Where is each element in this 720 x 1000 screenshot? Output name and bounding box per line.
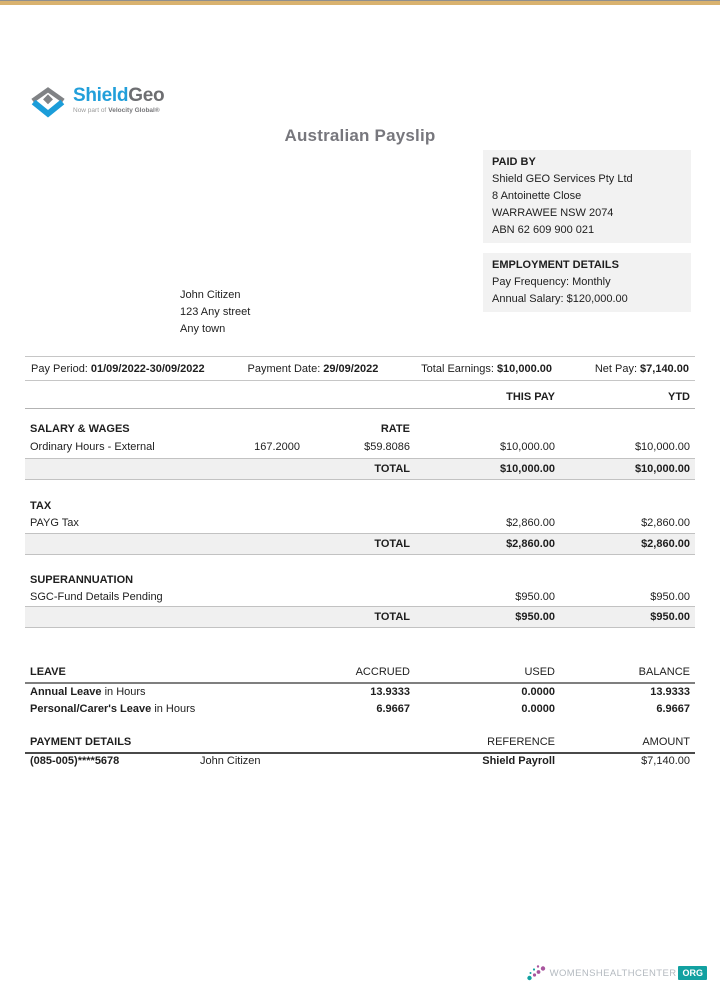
logo-brand-geo: Geo [128, 85, 165, 106]
tax-row-ytd: $2,860.00 [641, 517, 690, 529]
super-row [25, 589, 695, 606]
paid-by-abn: ABN 62 609 900 021 [492, 224, 595, 236]
watermark [526, 963, 707, 983]
employee-name: John Citizen [180, 289, 241, 301]
leave-row [25, 701, 695, 718]
salary-total-ytd: $10,000.00 [634, 463, 690, 475]
pay-summary-bar [25, 356, 695, 381]
tax-heading: TAX [30, 500, 52, 512]
page-title: Australian Payslip [284, 126, 436, 145]
column-header-row [25, 389, 695, 409]
salary-row-desc: Ordinary Hours - External [30, 441, 155, 453]
tax-total-row [25, 533, 695, 555]
leave-row-desc: Annual Leave in Hours [30, 686, 146, 698]
paid-by-box [483, 150, 691, 243]
leave-balance-header: BALANCE [638, 666, 690, 678]
logo-brand [73, 86, 164, 106]
leave-header-row [25, 664, 695, 684]
payment-date-label: Payment Date: [247, 362, 321, 375]
pay-frequency: Pay Frequency: Monthly [492, 276, 611, 288]
leave-row-balance: 13.9333 [650, 686, 690, 698]
logo-brand-shield: Shield [73, 85, 129, 106]
leave-row-balance: 6.9667 [656, 703, 690, 715]
tax-total-this-pay: $2,860.00 [506, 538, 555, 550]
net-pay-label: Net Pay: [594, 362, 638, 375]
super-total-row [25, 606, 695, 628]
super-heading: SUPERANNUATION [30, 574, 134, 586]
tax-row [25, 515, 695, 532]
net-pay [595, 363, 689, 375]
paid-by-company: Shield GEO Services Pty Ltd [492, 173, 633, 185]
employee-address [180, 287, 250, 338]
leave-row [25, 684, 695, 701]
tax-total-label: TOTAL [374, 538, 410, 550]
salary-heading: SALARY & WAGES [30, 423, 130, 435]
payment-date-value: 29/09/2022 [323, 362, 379, 375]
leave-accrued-header: ACCRUED [355, 666, 410, 678]
tax-row-this-pay: $2,860.00 [506, 517, 555, 529]
payment-amount-header: AMOUNT [642, 736, 690, 748]
paid-by-heading: PAID BY [492, 156, 536, 168]
salary-heading-row [25, 421, 695, 438]
total-earnings-value: $10,000.00 [496, 362, 552, 375]
annual-salary: Annual Salary: $120,000.00 [492, 293, 628, 305]
tax-row-desc: PAYG Tax [30, 517, 79, 529]
watermark-site-text: WOMENSHEALTHCENTER [549, 967, 677, 979]
payment-row [25, 753, 695, 770]
ytd-header: YTD [668, 391, 690, 403]
logo-tagline-prefix: Now part of [73, 107, 107, 114]
watermark-dots-icon [526, 963, 548, 983]
pay-period [31, 363, 205, 375]
total-earnings [421, 363, 552, 375]
salary-total-row [25, 458, 695, 480]
tax-total-ytd: $2,860.00 [641, 538, 690, 550]
super-total-label: TOTAL [374, 611, 410, 623]
salary-total-this-pay: $10,000.00 [499, 463, 555, 475]
rate-header: RATE [380, 423, 410, 435]
pay-period-value: 01/09/2022-30/09/2022 [90, 362, 205, 375]
leave-heading: LEAVE [30, 666, 66, 678]
paid-by-street: 8 Antoinette Close [492, 190, 582, 202]
pay-period-label: Pay Period: [31, 362, 88, 375]
salary-row-rate: $59.8086 [364, 441, 410, 453]
leave-row-used: 0.0000 [521, 686, 555, 698]
payment-account: (085-005)****5678 [30, 755, 120, 767]
payment-header-row [25, 734, 695, 754]
super-total-ytd: $950.00 [650, 611, 690, 623]
employment-details-box [483, 253, 691, 312]
salary-total-label: TOTAL [374, 463, 410, 475]
logo-tagline-brand: Velocity Global® [108, 107, 160, 114]
leave-row-desc: Personal/Carer's Leave in Hours [30, 703, 196, 715]
leave-used-header: USED [524, 666, 555, 678]
payment-reference: Shield Payroll [482, 755, 555, 767]
salary-row-qty: 167.2000 [254, 441, 300, 453]
watermark-org-badge: ORG [678, 966, 707, 980]
net-pay-value: $7,140.00 [640, 362, 689, 375]
super-heading-row [25, 572, 695, 589]
this-pay-header: THIS PAY [506, 391, 555, 403]
salary-row-ytd: $10,000.00 [634, 441, 690, 453]
payment-date [248, 363, 379, 375]
super-row-desc: SGC-Fund Details Pending [30, 591, 163, 603]
payment-reference-header: REFERENCE [487, 736, 555, 748]
leave-row-accrued: 6.9667 [376, 703, 410, 715]
logo-text [73, 86, 164, 114]
tax-heading-row [25, 498, 695, 515]
leave-row-accrued: 13.9333 [370, 686, 410, 698]
payment-payee: John Citizen [200, 755, 261, 767]
super-row-this-pay: $950.00 [515, 591, 555, 603]
shieldgeo-logo [30, 86, 164, 119]
paid-by-city: WARRAWEE NSW 2074 [492, 207, 614, 219]
leave-row-used: 0.0000 [521, 703, 555, 715]
super-row-ytd: $950.00 [650, 591, 690, 603]
total-earnings-label: Total Earnings: [421, 362, 494, 375]
super-total-this-pay: $950.00 [515, 611, 555, 623]
salary-row [25, 439, 695, 456]
salary-row-this-pay: $10,000.00 [499, 441, 555, 453]
employee-town: Any town [180, 323, 226, 335]
payment-heading: PAYMENT DETAILS [30, 736, 132, 748]
payment-amount: $7,140.00 [641, 755, 690, 767]
logo-tagline [73, 107, 164, 114]
employee-street: 123 Any street [180, 306, 251, 318]
shieldgeo-shield-icon [30, 86, 66, 119]
employment-heading: EMPLOYMENT DETAILS [492, 259, 619, 271]
top-accent-bar [0, 0, 720, 5]
